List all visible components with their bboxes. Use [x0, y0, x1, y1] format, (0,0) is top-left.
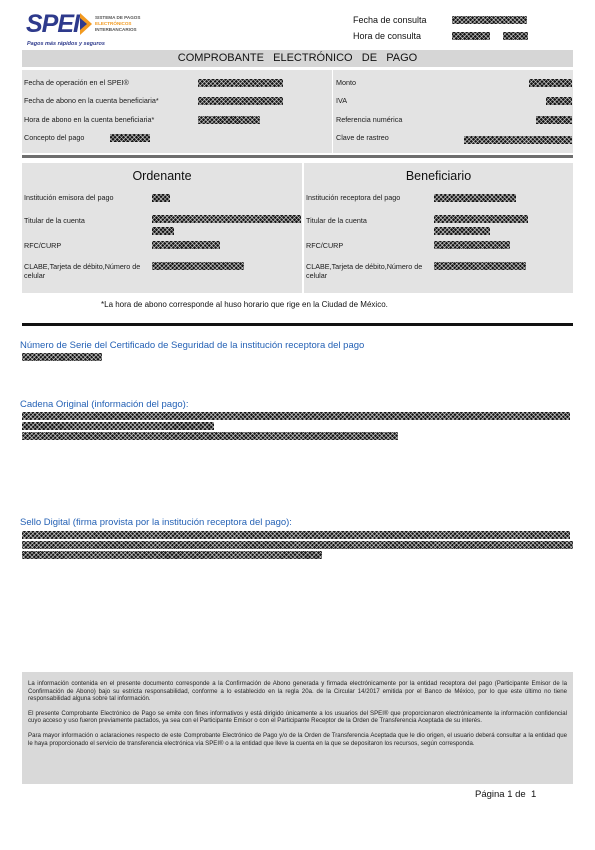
ordenante-heading: Ordenante: [132, 169, 192, 183]
redacted-hora-consulta-2: [503, 32, 528, 40]
redacted-sello-3: [22, 551, 322, 559]
serie-heading: Número de Serie del Certificado de Seguridad de la institución receptora del pago: [20, 340, 365, 351]
rfc-ordenante-label: RFC/CURP: [24, 241, 62, 250]
redacted-cadena-1: [22, 412, 570, 420]
redacted-titular-beneficiario-2: [434, 227, 490, 235]
logo-arrow-icon: [80, 13, 92, 35]
beneficiario-heading: Beneficiario: [405, 169, 472, 183]
cadena-heading: Cadena Original (información del pago):: [20, 399, 189, 410]
legal-paragraph-3: Para mayor información o aclaraciones respecto de este Comprobante Electrónico de Pago y/o de la Orden de Transferencia Aceptada que le dio origen, el usuario deberá consultar a la entidad que le haya proporcionado el servicio de transferencia electrónica vía SPEI® o a la entidad que lleve la cuenta en la que se depositaron los recursos, según corresponda.: [28, 731, 567, 747]
thick-divider: [22, 323, 573, 326]
redacted-institucion-receptora: [434, 194, 516, 202]
logo-line-2: ELECTRÓNICOS: [95, 21, 132, 26]
fecha-operacion-label: Fecha de operación en el SPEI®: [24, 78, 129, 87]
titular-beneficiario-label: Titular de la cuenta: [306, 216, 367, 225]
redacted-clabe-beneficiario: [434, 262, 526, 270]
rfc-beneficiario-label: RFC/CURP: [306, 241, 344, 250]
redacted-fecha-operacion: [198, 79, 283, 87]
redacted-cadena-2: [22, 422, 214, 430]
institucion-receptora-label: Institución receptora del pago: [306, 193, 401, 202]
clabe-ordenante-label: CLABE,Tarjeta de débito,Número de celular: [24, 262, 141, 280]
hora-abono-label: Hora de abono en la cuenta beneficiaria*: [24, 115, 155, 124]
timezone-note: *La hora de abono corresponde al huso horario que rige en la Ciudad de México.: [101, 300, 388, 309]
institucion-emisora-label: Institución emisora del pago: [24, 193, 114, 202]
document-title: COMPROBANTE ELECTRÓNICO DE PAGO: [177, 52, 418, 64]
clabe-beneficiario-label: CLABE,Tarjeta de débito,Número de celular: [306, 262, 423, 280]
redacted-fecha-consulta: [452, 16, 527, 24]
logo-line-3: INTERBANCARIOS: [95, 27, 137, 32]
legal-paragraph-1: La información contenida en el presente documento corresponde a la Confirmación de Abono generada y firmada electrónicamente por la entidad receptora del pago (Participante Emisor de la Confirmación de Abono) bajo su estricta responsabilidad, conforme a lo establecido en la regla 20a. de la Circular 14/2017 emitida por el Banco de México, por lo que este último no tiene responsabilidad alguna sobre tal información.: [28, 680, 567, 703]
redacted-referencia: [536, 116, 572, 124]
redacted-titular-ordenante-2: [152, 227, 174, 235]
logo-tagline: Pagos más rápidos y seguros: [27, 41, 105, 47]
referencia-label: Referencia numérica: [336, 115, 403, 124]
fecha-abono-label: Fecha de abono en la cuenta beneficiaria*: [24, 96, 159, 105]
fecha-consulta-label: Fecha de consulta: [353, 15, 427, 25]
redacted-fecha-abono: [198, 97, 283, 105]
clave-rastreo-label: Clave de rastreo: [336, 133, 389, 142]
redacted-titular-ordenante-1: [152, 215, 301, 223]
redacted-clabe-ordenante: [152, 262, 244, 270]
redacted-hora-consulta-1: [452, 32, 490, 40]
redacted-rfc-ordenante: [152, 241, 220, 249]
page-number: Página 1 de 1: [475, 789, 537, 800]
spei-logo: [22, 10, 142, 50]
redacted-clave-rastreo: [464, 136, 572, 144]
redacted-cadena-3: [22, 432, 398, 440]
logo-line-1: SISTEMA DE PAGOS: [95, 15, 141, 20]
redacted-institucion-emisora: [152, 194, 170, 202]
monto-label: Monto: [336, 78, 356, 87]
redacted-sello-2: [22, 541, 573, 549]
redacted-hora-abono: [198, 116, 260, 124]
redacted-rfc-beneficiario: [434, 241, 510, 249]
iva-label: IVA: [336, 96, 348, 105]
legal-disclaimer: [22, 672, 573, 784]
hora-consulta-label: Hora de consulta: [353, 31, 422, 41]
logo-brand: SPEI: [26, 10, 79, 38]
redacted-titular-beneficiario-1: [434, 215, 528, 223]
redacted-sello-1: [22, 531, 570, 539]
redacted-serie: [22, 353, 102, 361]
section-divider: [22, 155, 573, 158]
titular-ordenante-label: Titular de la cuenta: [24, 216, 85, 225]
concepto-pago-label: Concepto del pago: [24, 133, 85, 142]
redacted-iva: [546, 97, 572, 105]
redacted-monto: [529, 79, 572, 87]
sello-heading: Sello Digital (firma provista por la institución receptora del pago):: [20, 517, 292, 528]
legal-paragraph-2: El presente Comprobante Electrónico de Pago se emite con fines informativos y está dirigido únicamente a los usuarios del SPEI® que proporcionaron electrónicamente la información confidencial cuyo acceso y uso fueron previamente pactados, ya sea con el Participante Emisor o con el Participante Receptor de la Orden de Transferencia Aceptada de su interés.: [28, 709, 567, 725]
redacted-concepto: [110, 134, 150, 142]
